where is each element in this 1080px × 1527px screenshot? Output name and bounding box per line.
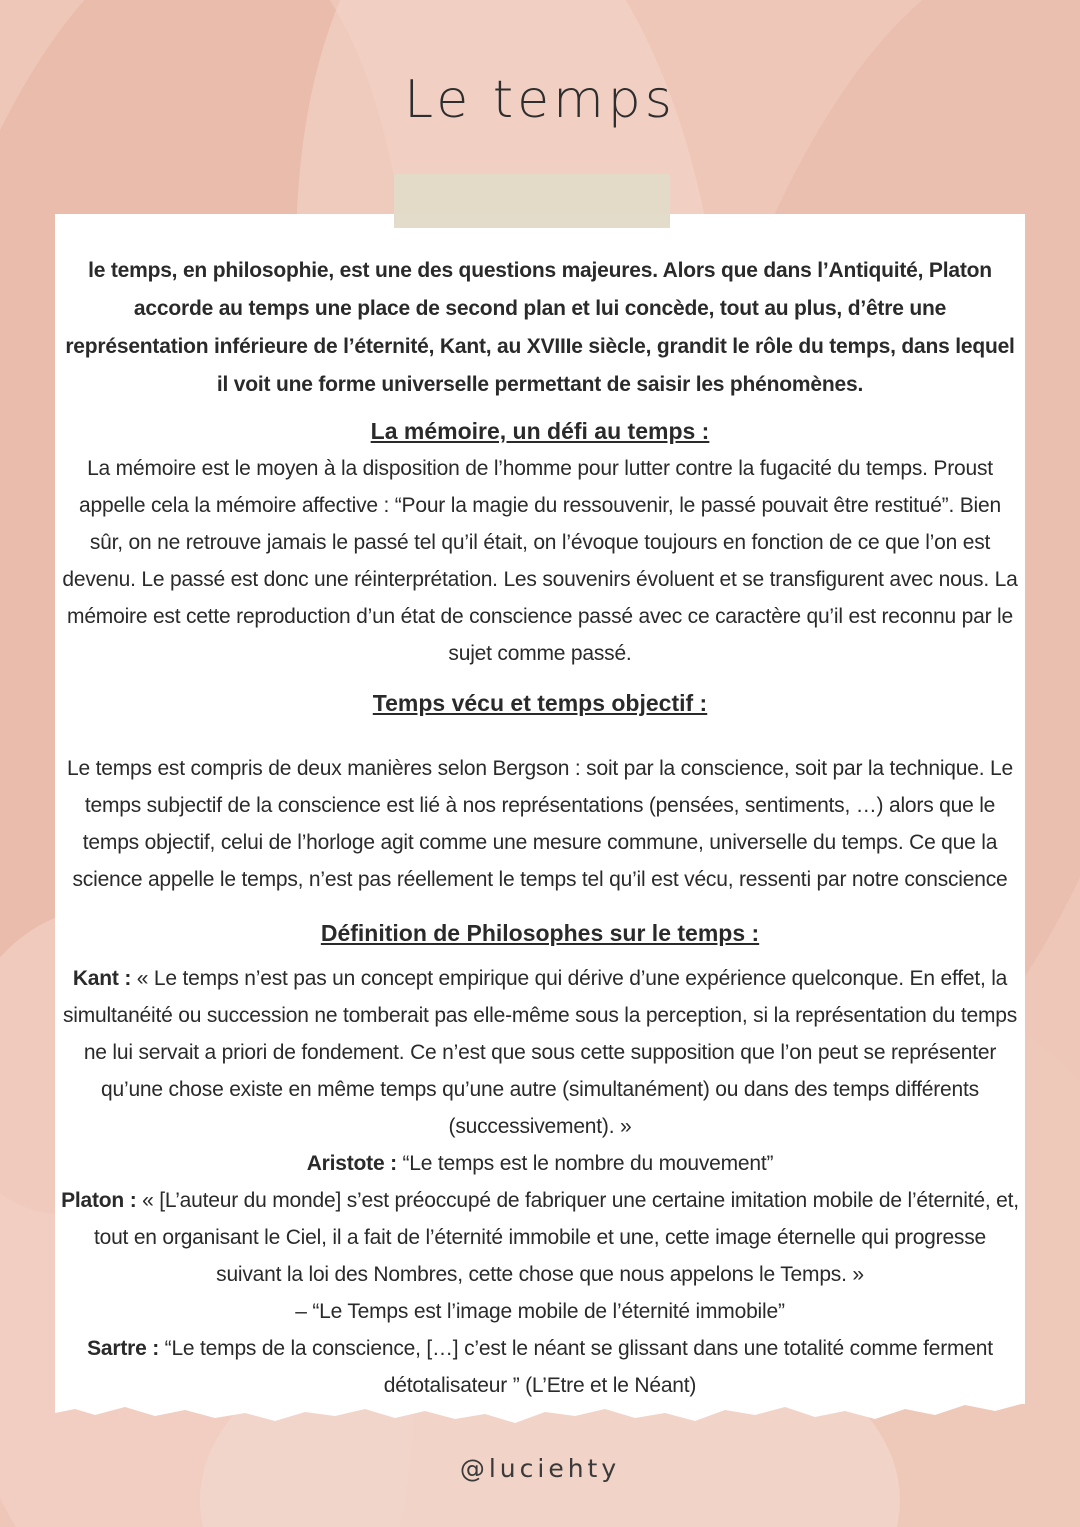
platon-quote [60, 1182, 1020, 1293]
sartre-quote [60, 1330, 1020, 1404]
tape-strip [394, 174, 670, 228]
memoire-paragraph: La mémoire est le moyen à la disposition de l’homme pour lutter contre la fugacité du temps. Proust appelle cela la mémoire affective : “Pour la magie du ressouvenir, le passé pouvait être restitué”. Bien sûr, on ne retrouve jamais le passé tel qu’il était, on l’évoque toujours en fonction de ce que l’on est devenu. Le passé est donc une réinterprétation. Les souvenirs évoluent et se transfigurent avec nous. La mémoire est cette reproduction d’un état de conscience passé avec ce caractère qu’il est reconnu par le sujet comme passé. [62, 457, 1018, 665]
aristote-name: Aristote : [306, 1152, 397, 1175]
aristote-quote [60, 1145, 1020, 1182]
aristote-text: “Le temps est le nombre du mouvement” [402, 1152, 774, 1175]
page-title: Le temps [404, 70, 676, 130]
platon-name: Platon : [61, 1189, 137, 1212]
sartre-name: Sartre : [87, 1337, 160, 1360]
intro-paragraph: le temps, en philosophie, est une des questions majeures. Alors que dans l’Antiquité, Platon accorde au temps une place de second plan et lui concède, tout au plus, d’être une représentation inférieure de l’éternité, Kant, au XVIIIe siècle, grandit le rôle du temps, dans lequel il voit une forme universelle permettant de saisir les phénomènes. [65, 259, 1015, 396]
temps-vecu-paragraph: Le temps est compris de deux manières selon Bergson : soit par la conscience, soit par la technique. Le temps subjectif de la conscience est lié à nos représentations (pensées, sentiments, …) alors que le temps objectif, celui de l’horloge agit comme une mesure commune, universelle du temps. Ce que la science appelle le temps, n’est pas réellement le temps tel qu’il est vécu, ressenti par notre conscience [67, 757, 1013, 891]
kant-quote [60, 960, 1020, 1145]
heading-memoire: La mémoire, un défi au temps : [370, 418, 710, 444]
kant-text: « Le temps n’est pas un concept empirique qui dérive d’une expérience quelconque. En effet, la simultanéité ou succession ne tomberait pas elle-même sous la perception, si la représentation du temps ne lui servait a priori de fondement. Ce n’est que sous cette supposition que l’on peut se représenter qu’une chose existe en même temps qu’une autre (simultanément) ou dans des temps différents (successivement). » [62, 967, 1018, 1138]
author-signature: @luciehty [459, 1454, 621, 1483]
platon-text: « [L’auteur du monde] s’est préoccupé de fabriquer une certaine imitation mobile de l’éternité, et, tout en organisant le Ciel, il a fait de l’éternité immobile et une, cette image éternelle qui progresse suivant la loi des Nombres, cette chose que nous appelons le Temps. » [93, 1189, 1019, 1286]
sartre-text: “Le temps de la conscience, […] c’est le néant se glissant dans une totalité comme ferment détotalisateur ” (L’Etre et le Néant) [164, 1337, 993, 1397]
kant-name: Kant : [72, 967, 132, 990]
heading-temps-vecu: Temps vécu et temps objectif : [372, 690, 708, 716]
heading-philosophes: Définition de Philosophes sur le temps : [320, 920, 760, 946]
platon-quote-2: – “Le Temps est l’image mobile de l’éternité immobile” [295, 1300, 785, 1323]
main-content [60, 252, 1020, 1404]
